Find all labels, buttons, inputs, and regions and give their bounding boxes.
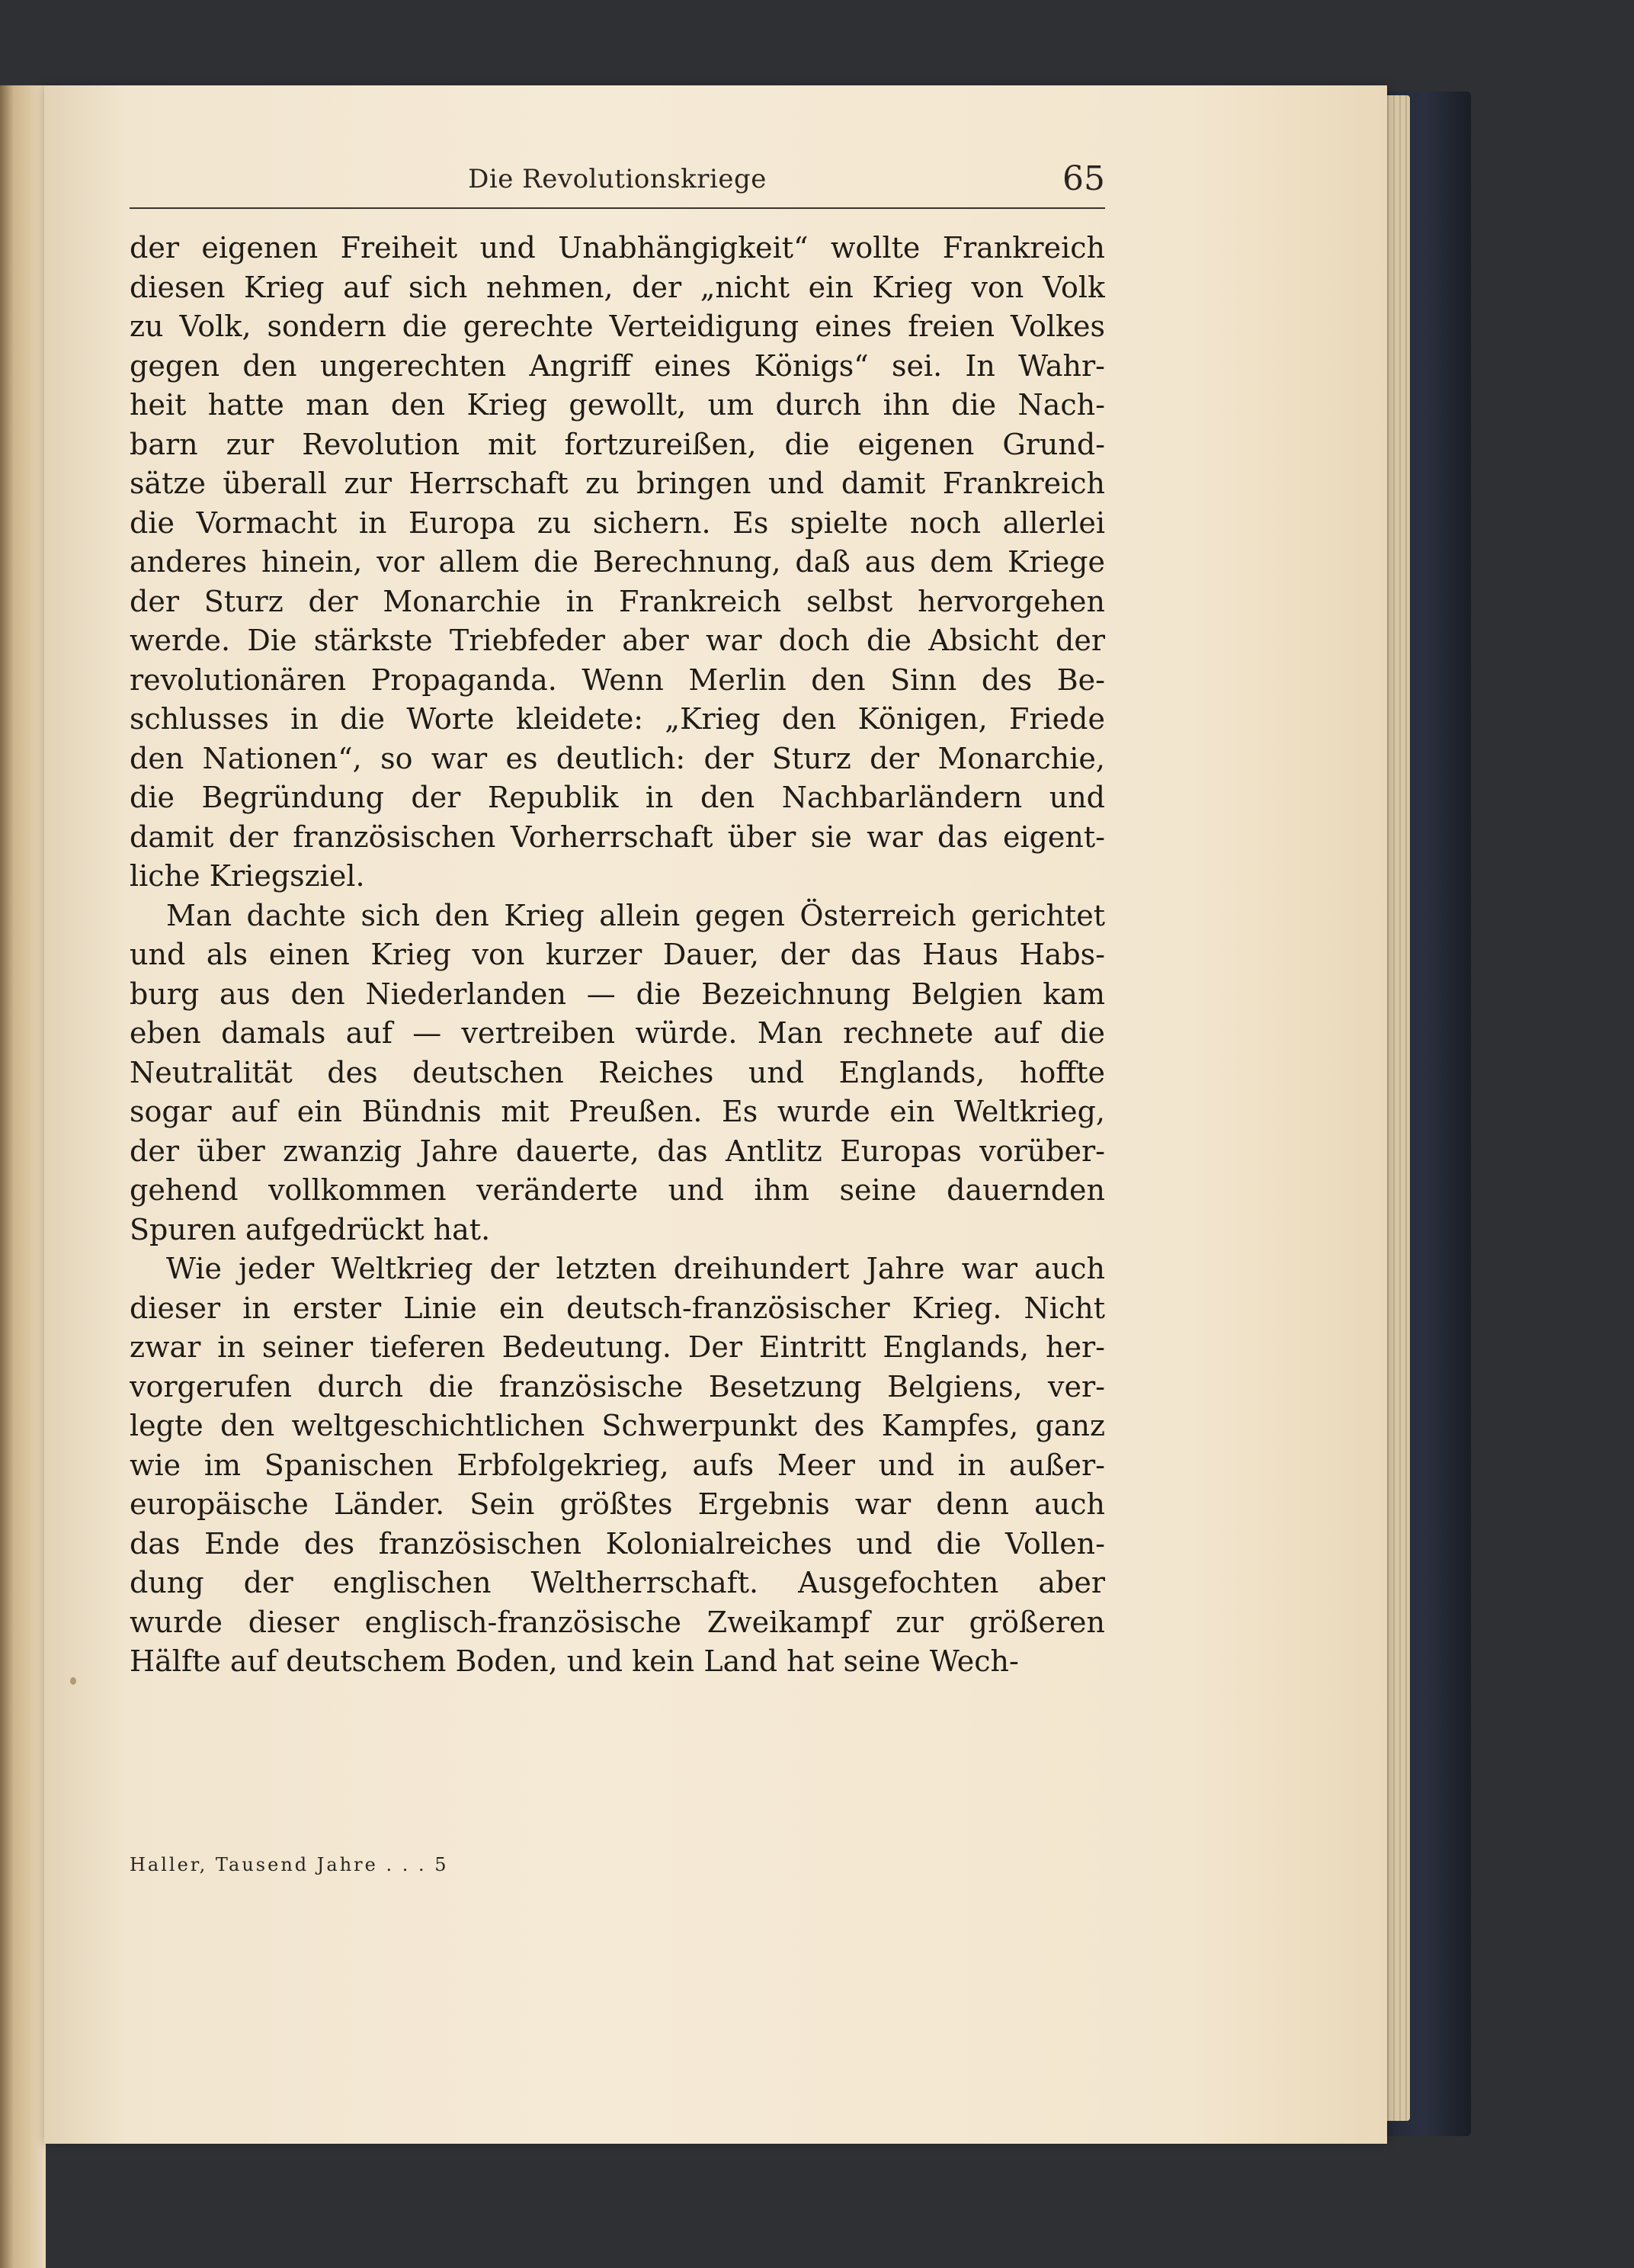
text-line: die Vormacht in Europa zu sichern. Es spielte noch allerlei	[130, 505, 1105, 540]
text-line: gegen den ungerechten Angriff eines Königs“ sei. In Wahr-	[130, 348, 1105, 383]
text-line: Hälfte auf deutschem Boden, und kein Land hat seine Wech-	[130, 1644, 1019, 1678]
text-line: der Sturz der Monarchie in Frankreich selbst hervorgehen	[130, 584, 1105, 618]
text-line: Spuren aufgedrückt hat.	[130, 1212, 491, 1246]
text-line: der eigenen Freiheit und Unabhängigkeit“ wollte Frankreich	[130, 231, 1105, 265]
text-line: dieser in erster Linie ein deutsch-französischer Krieg. Nicht	[130, 1291, 1105, 1325]
paragraph	[130, 1249, 1105, 1682]
signature-line: Haller, Tausend Jahre . . . 5	[130, 1854, 449, 1875]
text-line: anderes hinein, vor allem die Berechnung, daß aus dem Kriege	[130, 545, 1105, 579]
text-line: liche Kriegsziel.	[130, 859, 365, 893]
text-line: Wie jeder Weltkrieg der letzten dreihundert Jahre war auch	[166, 1252, 1105, 1285]
text-line: wurde dieser englisch-französische Zweikampf zur größeren	[130, 1605, 1105, 1639]
text-line: barn zur Revolution mit fortzureißen, die eigenen Grund-	[130, 427, 1105, 461]
text-line: dung der englischen Weltherrschaft. Ausgefochten aber	[130, 1566, 1105, 1599]
text-line: wie im Spanischen Erbfolgekrieg, aufs Meer und in außer-	[130, 1448, 1105, 1482]
text-line: diesen Krieg auf sich nehmen, der „nicht ein Krieg von Volk	[130, 270, 1105, 304]
text-line: sätze überall zur Herrschaft zu bringen und damit Frankreich	[130, 467, 1105, 500]
paragraph	[130, 229, 1105, 897]
text-line: zu Volk, sondern die gerechte Verteidigung eines freien Volkes	[130, 310, 1105, 343]
text-line: eben damals auf — vertreiben würde. Man rechnete auf die	[130, 1016, 1105, 1050]
text-line: zwar in seiner tieferen Bedeutung. Der Eintritt Englands, her-	[130, 1330, 1105, 1364]
text-line: revolutionären Propaganda. Wenn Merlin den Sinn des Be-	[130, 662, 1105, 697]
paragraph	[130, 897, 1105, 1250]
text-line: europäische Länder. Sein größtes Ergebnis war denn auch	[130, 1487, 1105, 1521]
text-line: legte den weltgeschichtlichen Schwerpunkt des Kampfes, ganz	[130, 1409, 1105, 1442]
text-line: der über zwanzig Jahre dauerte, das Antlitz Europas vorüber-	[130, 1134, 1105, 1168]
text-line: schlusses in die Worte kleidete: „Krieg den Königen, Friede	[130, 702, 1105, 736]
text-line: vorgerufen durch die französische Besetzung Belgiens, ver-	[130, 1369, 1105, 1403]
text-line: den Nationen“, so war es deutlich: der Sturz der Monarchie,	[130, 741, 1105, 775]
text-line: sogar auf ein Bündnis mit Preußen. Es wurde ein Weltkrieg,	[130, 1095, 1105, 1128]
running-title: Die Revolutionskriege	[468, 164, 767, 194]
margin-mark	[70, 1677, 76, 1685]
text-line: die Begründung der Republik in den Nachbarländern und	[130, 781, 1105, 814]
text-line: Man dachte sich den Krieg allein gegen Österreich gerichtet	[166, 898, 1105, 932]
text-line: burg aus den Niederlanden — die Bezeichnung Belgien kam	[130, 977, 1105, 1011]
text-line: werde. Die stärkste Triebfeder aber war doch die Absicht der	[130, 624, 1105, 657]
text-line: Neutralität des deutschen Reiches und Englands, hoffte	[130, 1055, 1105, 1089]
facing-page-edge	[0, 85, 46, 2268]
header-rule	[130, 207, 1105, 209]
text-line: das Ende des französischen Kolonialreiches und die Vollen-	[130, 1526, 1105, 1561]
text-line: gehend vollkommen veränderte und ihm seine dauernden	[130, 1173, 1105, 1207]
text-line: heit hatte man den Krieg gewollt, um durch ihn die Nach-	[130, 388, 1105, 422]
body-text	[130, 229, 1105, 1792]
text-line: damit der französischen Vorherrschaft über sie war das eigent-	[130, 820, 1105, 854]
text-line: und als einen Krieg von kurzer Dauer, der das Haus Habs-	[130, 938, 1105, 971]
page-number: 65	[1062, 159, 1105, 198]
running-head	[130, 159, 1105, 210]
